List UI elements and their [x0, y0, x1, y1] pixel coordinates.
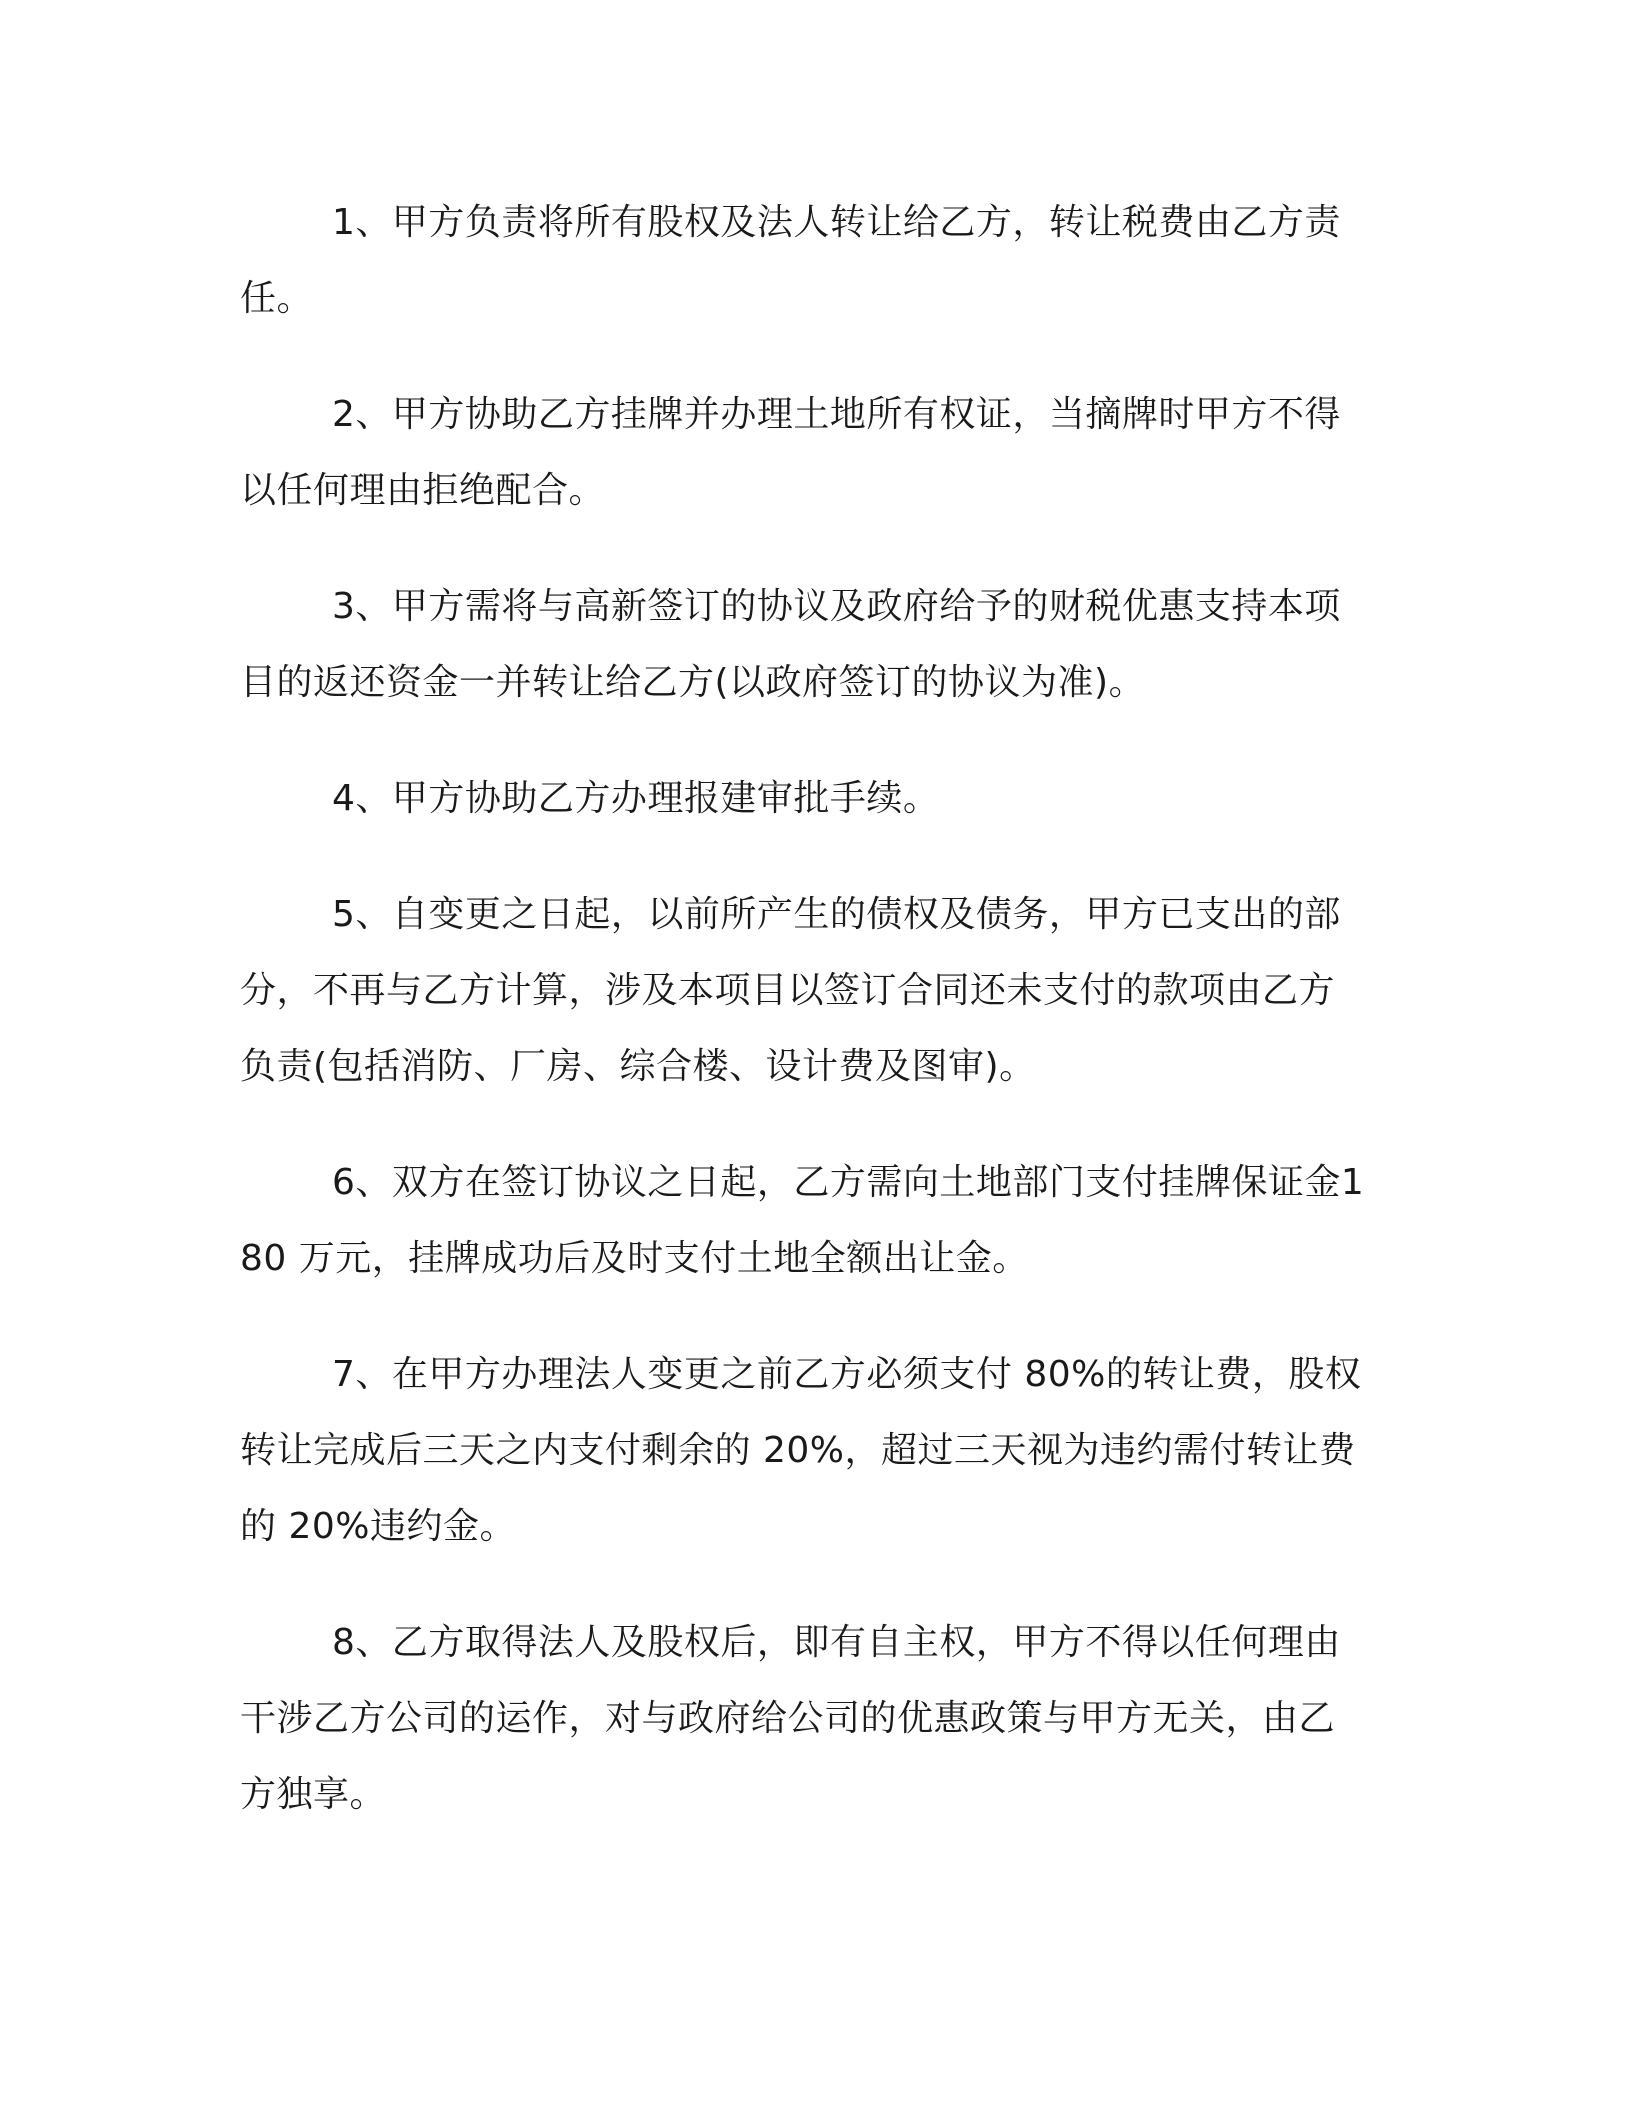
clause-4: 4、甲方协助乙方办理报建审批手续。 [332, 778, 940, 819]
clause-5: 5、自变更之日起，以前所产生的债权及债务，甲方已支出的部分，不再与乙方计算，涉及本项目以签订合同还未支付的款项由乙方负责(包括消防、厂房、综合楼、设计费及图审)。 [240, 894, 1341, 1087]
document-body [240, 185, 1370, 1873]
clause-2: 2、甲方协助乙方挂牌并办理土地所有权证，当摘牌时甲方不得以任何理由拒绝配合。 [240, 394, 1341, 511]
clause-3: 3、甲方需将与高新签订的协议及政府给予的财税优惠支持本项目的返还资金一并转让给乙方(以政府签订的协议为准)。 [240, 586, 1341, 703]
clause-6: 6、双方在签订协议之日起，乙方需向土地部门支付挂牌保证金180 万元，挂牌成功后及时支付土地全额出让金。 [240, 1162, 1365, 1279]
clause-7: 7、在甲方办理法人变更之前乙方必须支付 80%的转让费，股权转让完成后三天之内支付剩余的 20%，超过三天视为违约需付转让费的 20%违约金。 [240, 1354, 1362, 1547]
clause-1: 1、甲方负责将所有股权及法人转让给乙方，转让税费由乙方责任。 [240, 202, 1341, 319]
clause-8: 8、乙方取得法人及股权后，即有自主权，甲方不得以任何理由干涉乙方公司的运作，对与政府给公司的优惠政策与甲方无关，由乙方独享。 [240, 1622, 1341, 1815]
